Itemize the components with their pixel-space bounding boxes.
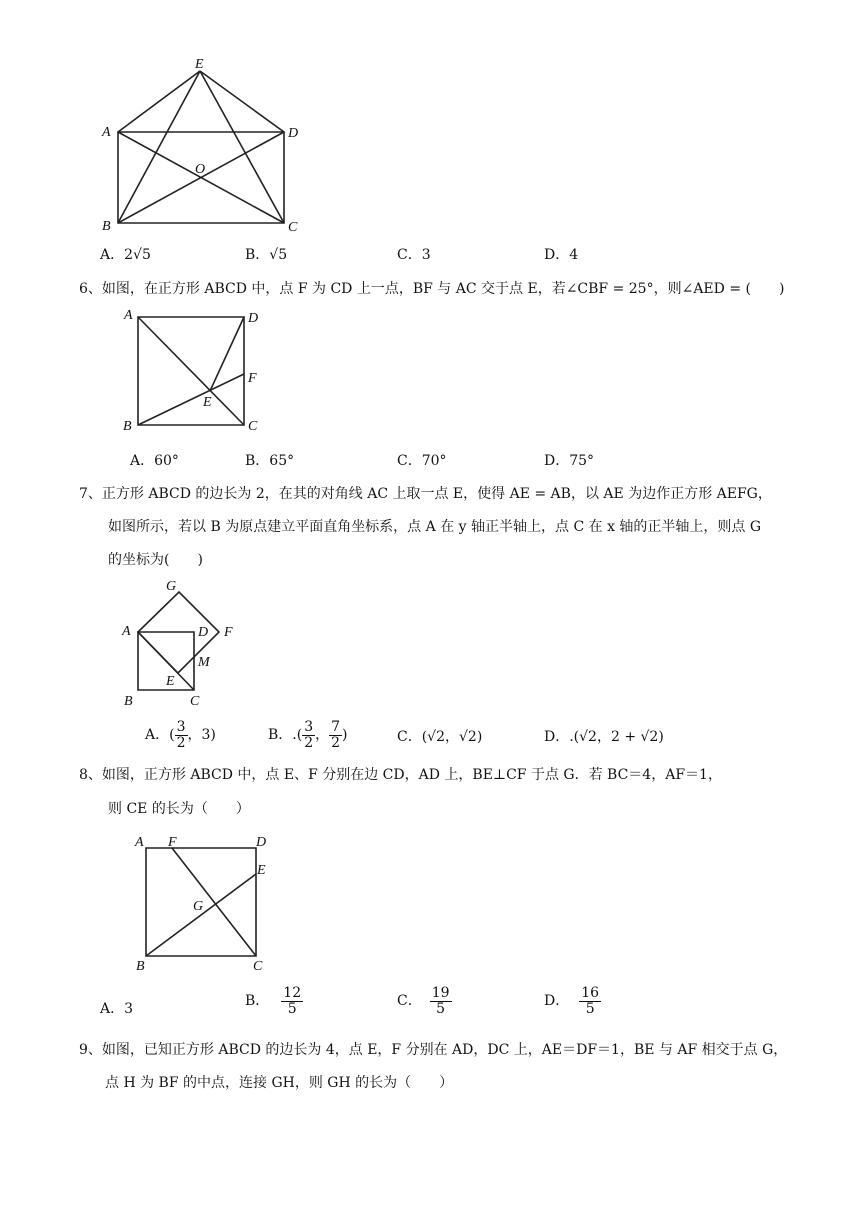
q5-option-d: D．4 [544,247,579,263]
q7-option-a-denominator: 2 [176,734,186,751]
q8-label-a: A [135,835,144,850]
q9-stem-line2: 点 H 为 BF 的中点，连接 GH，则 GH 的长为（ ） [105,1075,454,1091]
q6-label-c: C [248,419,258,434]
q8-figure [130,828,280,978]
q6-line-bf [138,374,244,425]
q7-label-f: F [224,625,233,640]
q6-option-b: B．65° [245,453,295,469]
q7-option-b-denominator-1: 2 [304,734,314,751]
q6-label-a: A [124,308,133,323]
q7-stem-line1: 7、正方形 ABCD 的边长为 2，在其的对角线 AC 上取一点 E，使得 AE = AB，以 AE 为边作正方形 AEFG， [79,486,772,502]
q8-label-e: E [257,863,266,878]
q8-option-c-fraction [430,986,452,1016]
q5-label-c: C [288,220,298,235]
q7-option-a-fraction [175,720,188,750]
q8-option-a: A．3 [100,1001,134,1017]
q7-option-a-numerator: 3 [176,719,186,735]
q6-label-d: D [248,311,259,326]
q6-option-a: A．60° [130,453,179,469]
q7-option-a-rest: ，3) [187,727,216,744]
q7-label-d: D [198,625,209,640]
q8-option-d [544,986,601,1016]
q7-option-b-close: ) [342,727,348,744]
q8-option-c [397,986,452,1016]
q8-option-d-label: D． [544,993,570,1010]
q6-label-b: B [123,419,132,434]
q7-option-d: D．.(√2，2 + √2) [544,729,664,745]
q5-figure [95,55,315,240]
q8-option-d-fraction [579,986,601,1016]
q8-label-c: C [253,959,263,974]
q8-stem-line1: 8、如图，正方形 ABCD 中，点 E、F 分别在边 CD，AD 上，BE⊥CF 于点 G．若 BC＝4，AF＝1， [79,767,722,783]
q7-label-c: C [190,694,200,709]
q8-option-c-denominator: 5 [436,1000,446,1017]
q7-label-m: M [198,655,210,670]
q6-line-ac [138,317,244,425]
q5-line-ea [118,71,200,132]
q8-option-b-label: B． [245,993,270,1010]
q6-figure [118,305,278,435]
q7-option-b [268,720,348,750]
q7-option-a [145,720,216,750]
q7-option-b-denominator-2: 2 [331,734,341,751]
q7-option-b-prefix: B．.( [268,727,303,744]
q8-label-b: B [136,959,145,974]
q7-stem-line3: 的坐标为( ) [108,552,203,568]
q7-label-b: B [124,694,133,709]
q8-stem-line2: 则 CE 的长为（ ） [108,801,250,817]
q8-option-d-numerator: 16 [581,985,600,1001]
q5-label-o: O [195,162,206,177]
q5-label-b: B [102,219,111,234]
q6-stem: 6、如图，在正方形 ABCD 中，点 F 为 CD 上一点，BF 与 AC 交于点 E，若∠CBF = 25°，则∠AED = ( ) [79,281,785,297]
q8-label-g: G [193,899,204,914]
q7-option-a-prefix: A．( [145,727,175,744]
q7-figure [118,572,258,717]
q6-option-d: D．75° [544,453,595,469]
q7-option-b-numerator-1: 3 [304,719,314,735]
q6-line-de [210,317,244,391]
q7-label-a: A [122,624,131,639]
q8-option-b [245,986,303,1016]
q7-label-e: E [166,674,175,689]
q7-option-b-fraction-1 [302,720,315,750]
q8-label-d: D [256,835,267,850]
q8-label-f: F [168,835,177,850]
q5-label-e: E [195,57,204,72]
q5-label-d: D [288,126,299,141]
q6-option-c: C．70° [397,453,447,469]
q7-stem-line2: 如图所示，若以 B 为原点建立平面直角坐标系，点 A 在 y 轴正半轴上，点 C 在 x 轴的正半轴上，则点 G [108,519,762,535]
q5-line-ed [200,71,284,132]
q8-option-b-fraction [281,986,303,1016]
q7-option-b-fraction-2 [329,720,342,750]
q5-label-a: A [102,125,111,140]
q8-option-c-label: C． [397,993,422,1010]
q7-option-b-separator: ， [315,727,330,744]
q6-label-e: E [203,395,212,410]
q5-option-c: C．3 [397,247,431,263]
q7-label-g: G [166,579,177,594]
q8-line-fc [172,848,256,956]
q7-option-c: C．(√2，√2) [397,729,483,745]
q8-option-b-numerator: 12 [283,985,302,1001]
q5-option-a: A．2√5 [100,247,151,263]
q6-label-f: F [248,371,257,386]
q8-option-c-numerator: 19 [431,985,450,1001]
q5-option-b: B．√5 [245,247,288,263]
q8-option-b-denominator: 5 [287,1000,297,1017]
q8-option-d-denominator: 5 [585,1000,595,1017]
q9-stem-line1: 9、如图，已知正方形 ABCD 的边长为 4，点 E，F 分别在 AD，DC 上，AE＝DF＝1，BE 与 AF 相交于点 G， [79,1042,788,1058]
q7-option-b-numerator-2: 7 [331,719,341,735]
